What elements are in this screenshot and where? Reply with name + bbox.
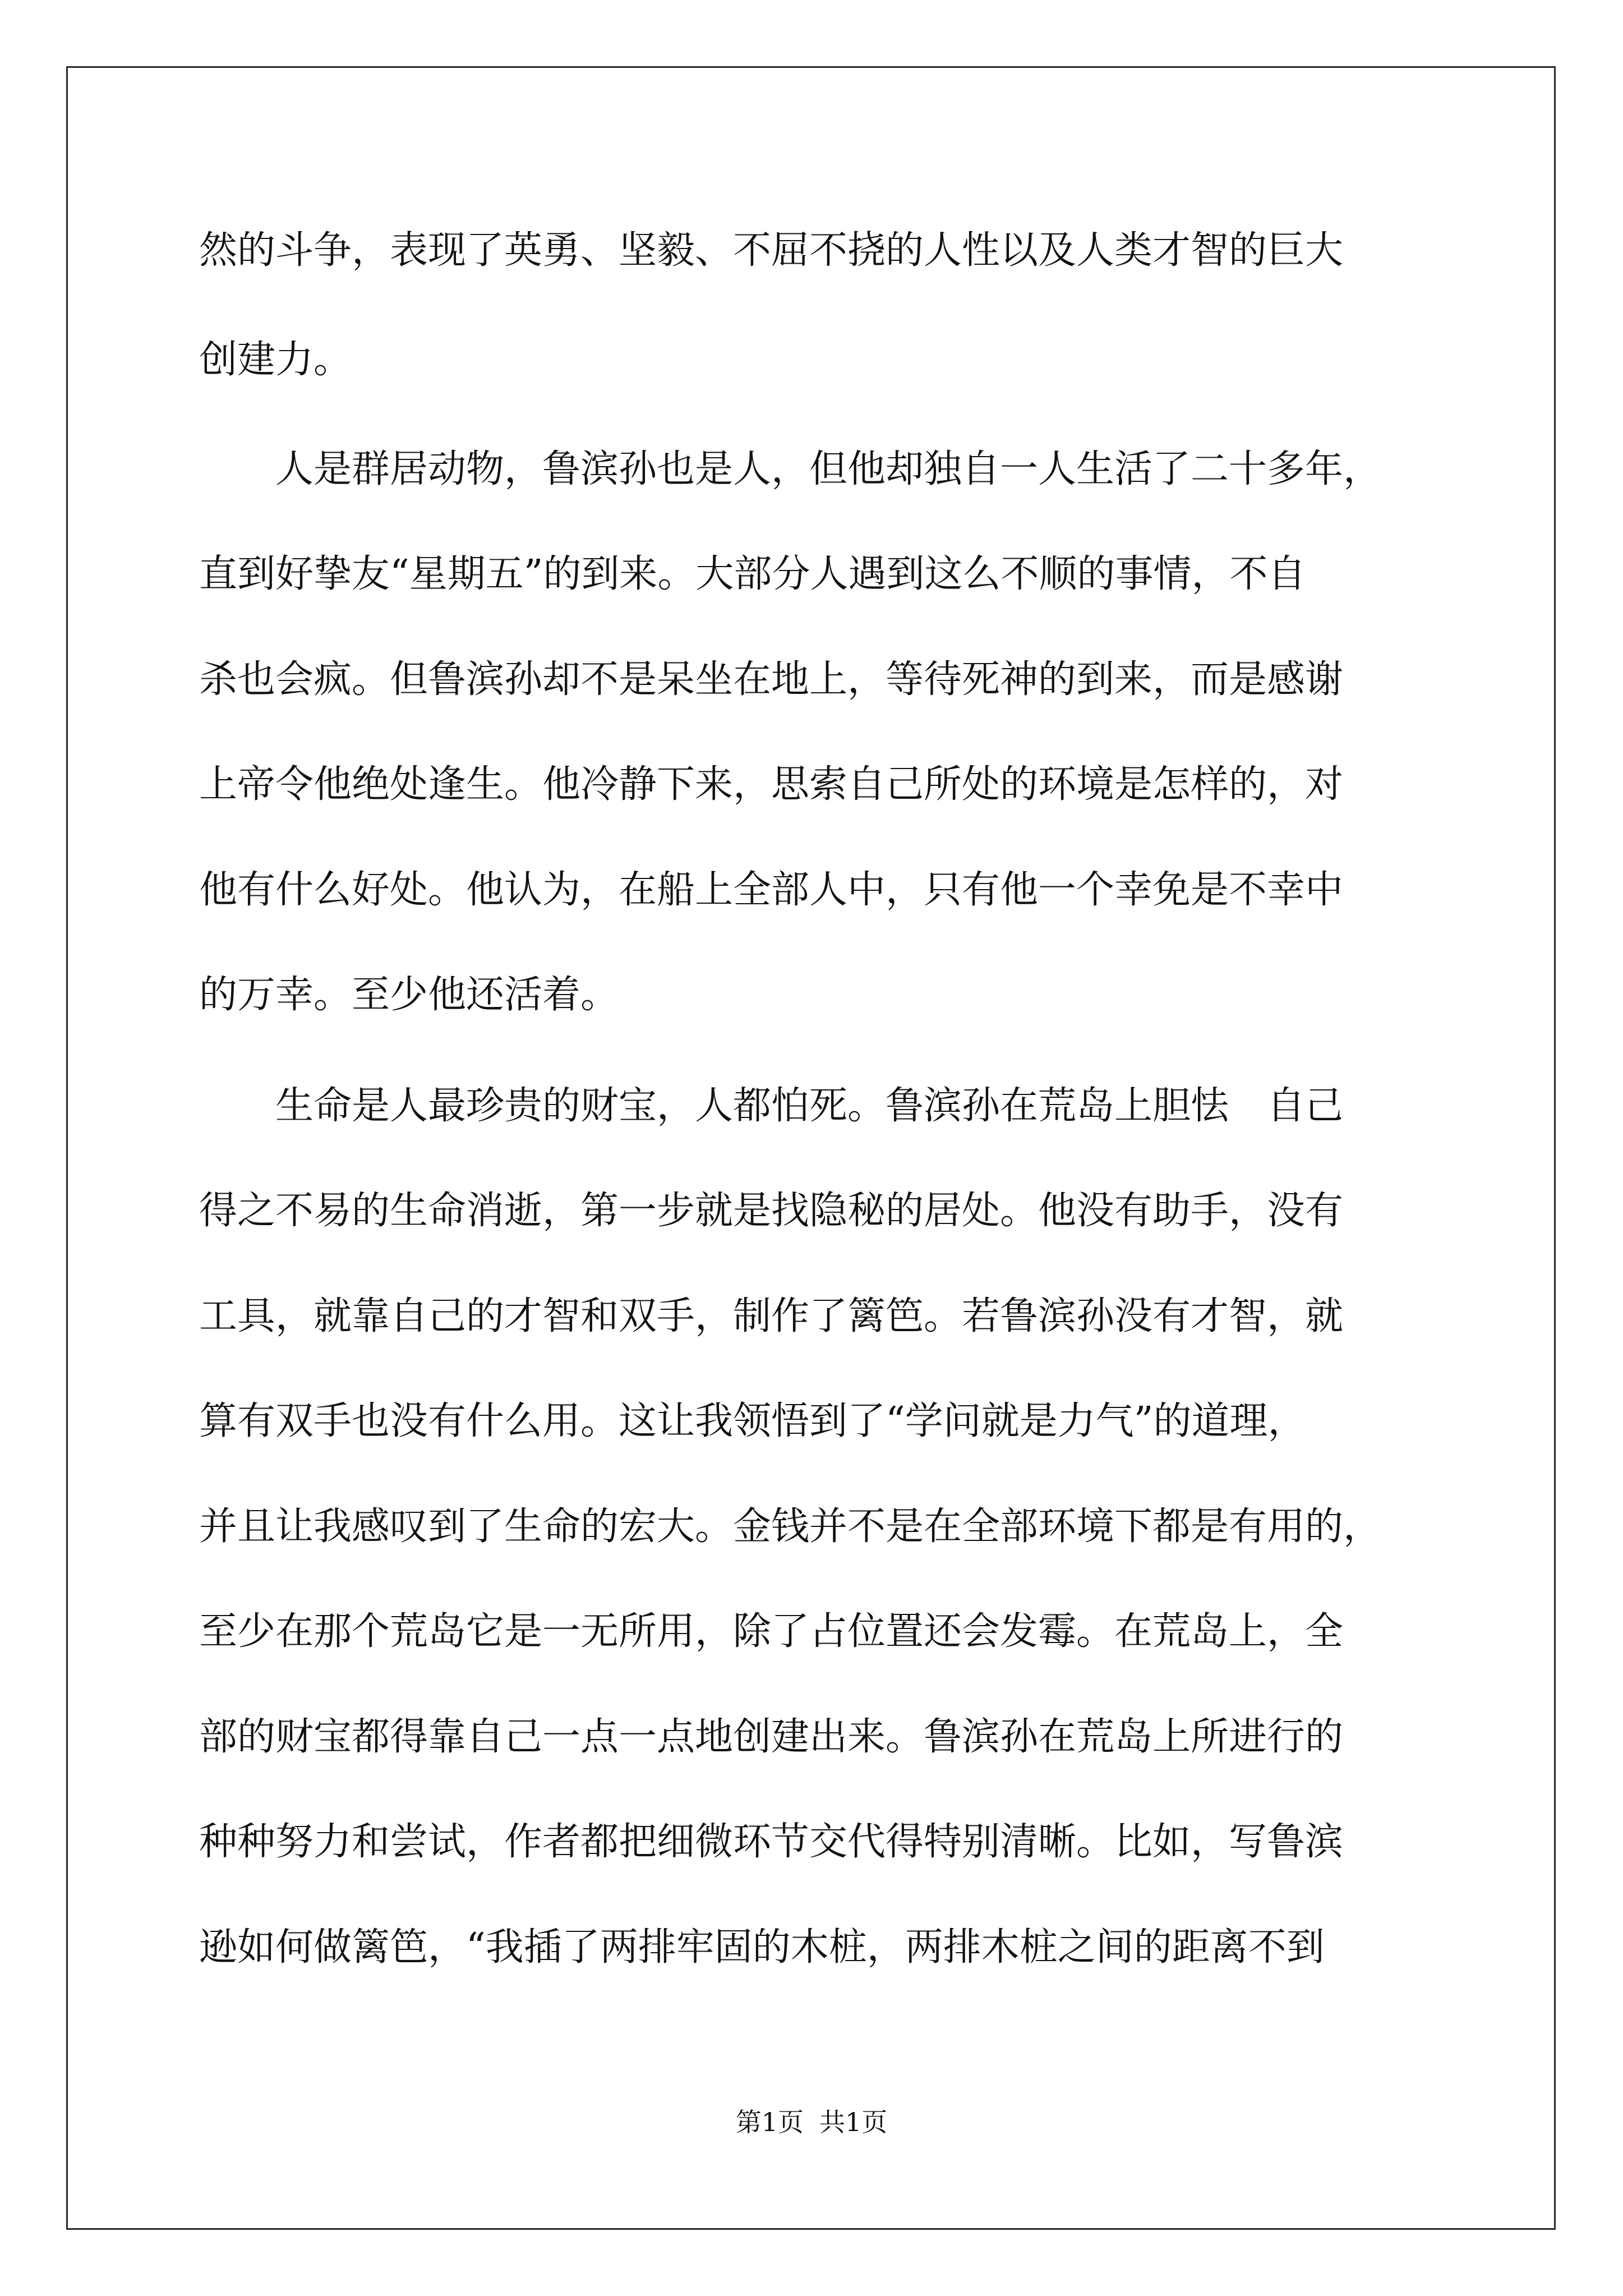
text-line: 并且让我感叹到了生命的宏大。金钱并不是在全部环境下都是有用的， [199,1504,1382,1549]
text-line: 工具，就靠自己的才智和双手，制作了篱笆。若鲁滨孙没有才智，就 [199,1294,1344,1338]
text-line: 的万幸。至少他还活着。 [199,973,619,1017]
text-line: 他有什么好处。他认为，在船上全部人中，只有他一个幸免是不幸中 [199,868,1344,912]
text-line: 部的财宝都得靠自己一点一点地创建出来。鲁滨孙在荒岛上所进行的 [199,1715,1344,1759]
text-line: 算有双手也没有什么用。这让我领悟到了“学问就是力气”的道理， [199,1399,1306,1443]
text-line: 种种努力和尝试，作者都把细微环节交代得特别清晰。比如，写鲁滨 [199,1820,1344,1864]
page-border [66,66,1556,2230]
text-line: 创建力。 [199,338,352,382]
text-line: 得之不易的生命消逝，第一步就是找隐秘的居处。他没有助手，没有 [199,1189,1344,1233]
page-footer [0,2109,1623,2135]
page-number: 第1页 [735,2107,804,2137]
text-line: 然的斗争，表现了英勇、坚毅、不屈不挠的人性以及人类才智的巨大 [199,228,1344,273]
text-line: 至少在那个荒岛它是一无所用，除了占位置还会发霉。在荒岛上，全 [199,1609,1344,1654]
text-line: 人是群居动物，鲁滨孙也是人，但他却独自一人生活了二十多年， [199,447,1382,491]
text-line: 上帝令他绝处逢生。他冷静下来，思索自己所处的环境是怎样的，对 [199,762,1344,807]
text-line: 逊如何做篱笆，“我插了两排牢固的木桩，两排木桩之间的距离不到 [199,1925,1325,1970]
text-line: 杀也会疯。但鲁滨孙却不是呆坐在地上，等待死神的到来，而是感谢 [199,657,1344,702]
text-line: 生命是人最珍贵的财宝，人都怕死。鲁滨孙在荒岛上胆怯 自己 [199,1084,1344,1128]
text-line: 直到好挚友“星期五”的到来。大部分人遇到这么不顺的事情，不自 [199,552,1306,596]
page-total: 共1页 [819,2107,888,2137]
